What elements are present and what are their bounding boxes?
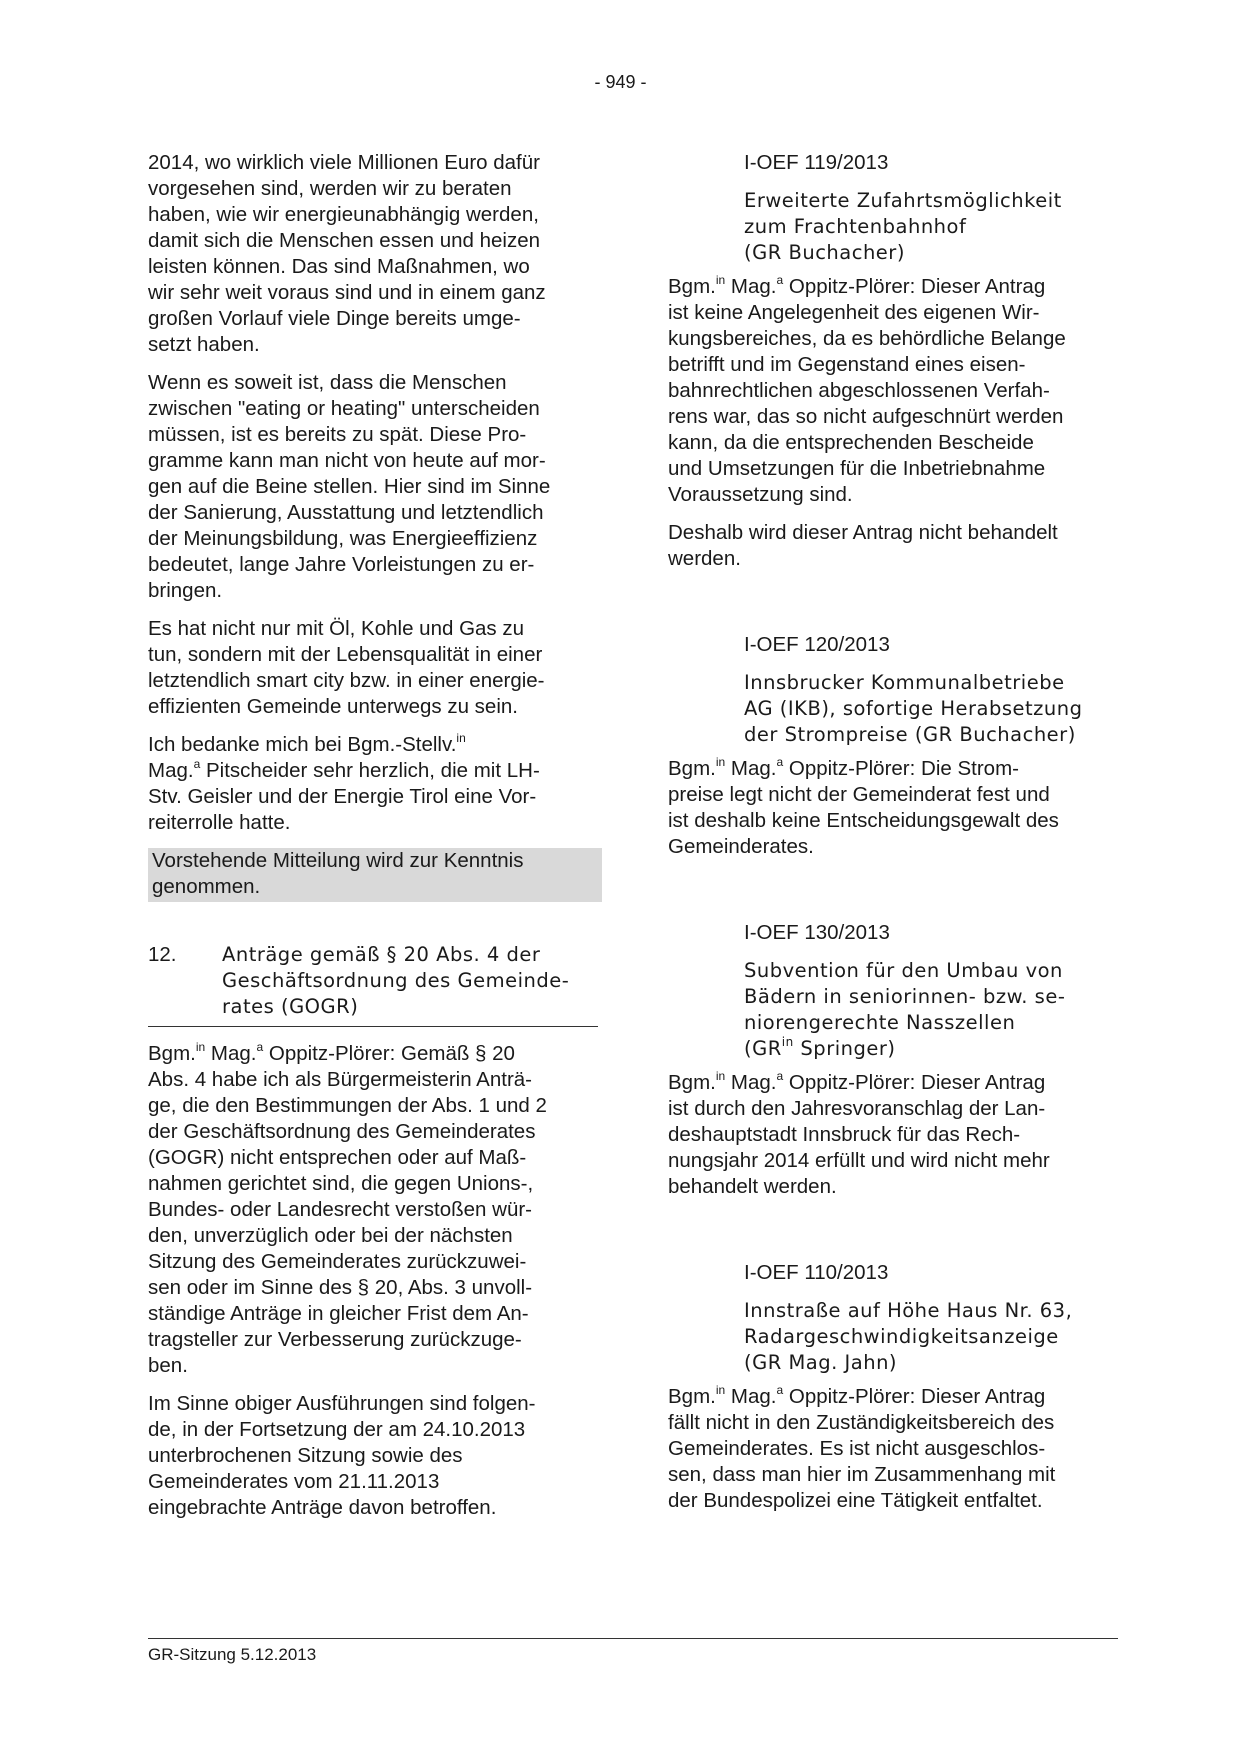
- right-column: [668, 150, 1128, 1526]
- motion-title: Subvention für den Umbau von Bädern in seniorinnen- bzw. se- niorengerechte Nasszellen ($GR^{in}$ Springer): [744, 959, 1066, 1060]
- motion-119: [744, 150, 1128, 266]
- paragraph-mayor-statement: Bgm.$^{in}$ Mag.$^a$ Oppitz-Plörer: Dieser Antrag fällt nicht in den Zuständigkeitsbereich des Gemeinderates. Es ist nicht ausgeschlos- sen, dass man hier im Zusammenhang mit der Bundespolizei eine Tätigkeit entfaltet.: [668, 1383, 1056, 1512]
- paragraph-mayor-statement: Bgm.$^{in}$ Mag.$^a$ Oppitz-Plörer: Die Strom- preise legt nicht der Gemeinderat fest und ist deshalb keine Entscheidungsgewalt des Gemeinderates.: [668, 755, 1059, 858]
- footer-divider: [148, 1638, 1118, 1639]
- motion-110: [744, 1260, 1128, 1376]
- motion-120: [744, 632, 1128, 748]
- motion-title: Innstraße auf Höhe Haus Nr. 63, Radargeschwindigkeitsanzeige (GR Mag. Jahn): [744, 1299, 1073, 1374]
- motion-title: Innsbrucker Kommunalbetriebe AG (IKB), sofortige Herabsetzung der Strompreise (GR Buchacher): [744, 671, 1083, 746]
- paragraph: Es hat nicht nur mit Öl, Kohle und Gas zu tun, sondern mit der Lebensqualität in einer letztendlich smart city bzw. in einer energie- effizienten Gemeinde unterwegs zu sein.: [148, 617, 545, 718]
- agenda-item-heading: [148, 942, 598, 1027]
- paragraph-mayor-statement: Bgm.$^{in}$ Mag.$^a$ Oppitz-Plörer: Dieser Antrag ist durch den Jahresvoranschlag der Lan- deshauptstadt Innsbruck für das Rech- nungsjahr 2014 erfüllt und wird nicht mehr behandelt werden.: [668, 1069, 1050, 1198]
- paragraph: 2014, wo wirklich viele Millionen Euro dafür vorgesehen sind, werden wir zu beraten haben, wie wir energieunabhängig werden, damit sich die Menschen essen und heizen leisten können. Das sind Maßnahmen, wo wir sehr weit voraus sind und in einem ganz großen Vorlauf viele Dinge bereits umge- setzt haben.: [148, 151, 546, 356]
- motion-id: I-OEF 130/2013: [744, 921, 890, 944]
- paragraph-thanks: Ich bedanke mich bei Bgm.-Stellv.$^{in}$ Mag.$^a$ Pitscheider sehr herzlich, die mit LH- Stv. Geisler und der Energie Tirol eine Vor- reiterrolle hatte.: [148, 731, 540, 834]
- left-column: [148, 150, 588, 1533]
- paragraph: Im Sinne obiger Ausführungen sind folgen- de, in der Fortsetzung der am 24.10.2013 unterbrochenen Sitzung sowie des Gemeinderates vom 21.11.2013 eingebrachte Anträge davon betroffen.: [148, 1392, 536, 1519]
- paragraph: Wenn es soweit ist, dass die Menschen zwischen "eating or heating" unterscheiden müssen, ist es bereits zu spät. Diese Pro- gramme kann man nicht von heute auf mor- gen auf die Beine stellen. Hier sind im Sinne der Sanierung, Ausstattung und letztendlich der Meinungsbildung, was Energieeffizienz bedeutet, lange Jahre Vorleistungen zu er- bringen.: [148, 371, 551, 602]
- motion-id: I-OEF 119/2013: [744, 151, 889, 174]
- motion-id: I-OEF 110/2013: [744, 1261, 889, 1284]
- notice-box: Vorstehende Mitteilung wird zur Kenntnis genommen.: [148, 848, 602, 902]
- motion-130: [744, 920, 1128, 1062]
- agenda-title: Anträge gemäß § 20 Abs. 4 der Geschäftsordnung des Gemeinde- rates (GOGR): [222, 943, 570, 1018]
- motion-title: Erweiterte Zufahrtsmöglichkeit zum Frachtenbahnhof (GR Buchacher): [744, 189, 1062, 264]
- paragraph: Deshalb wird dieser Antrag nicht behandelt werden.: [668, 521, 1058, 570]
- paragraph-mayor-statement: Bgm.$^{in}$ Mag.$^a$ Oppitz-Plörer: Gemäß § 20 Abs. 4 habe ich als Bürgermeisterin Anträ- ge, die den Bestimmungen der Abs. 1 und 2 der Geschäftsordnung des Gemeinderates (GOGR) nicht entsprechen oder auf Maß- nahmen gerichtet sind, die gegen Unions-, Bundes- oder Landesrecht verstoßen wür- den, unverzüglich oder bei der nächsten Sitzung des Gemeinderates zurückzuwei- sen oder im Sinne des § 20, Abs. 3 unvoll- ständige Anträge in gleicher Frist dem An- tragsteller zur Verbesserung zurückzuge- ben.: [148, 1040, 547, 1377]
- agenda-number: 12.: [148, 943, 177, 966]
- footer-text: GR-Sitzung 5.12.2013: [148, 1645, 317, 1664]
- motion-id: I-OEF 120/2013: [744, 633, 890, 656]
- paragraph-mayor-statement: Bgm.$^{in}$ Mag.$^a$ Oppitz-Plörer: Dieser Antrag ist keine Angelegenheit des eigenen Wir- kungsbereiches, da es behördliche Belange betrifft und im Gegenstand eines eisen- bahnrechtlichen abgeschlossenen Verfah- rens war, das so nicht aufgeschnürt werden kann, da die entsprechenden Bescheide und Umsetzungen für die Inbetriebnahme Voraussetzung sind.: [668, 273, 1066, 506]
- page-number: - 949 -: [594, 72, 647, 92]
